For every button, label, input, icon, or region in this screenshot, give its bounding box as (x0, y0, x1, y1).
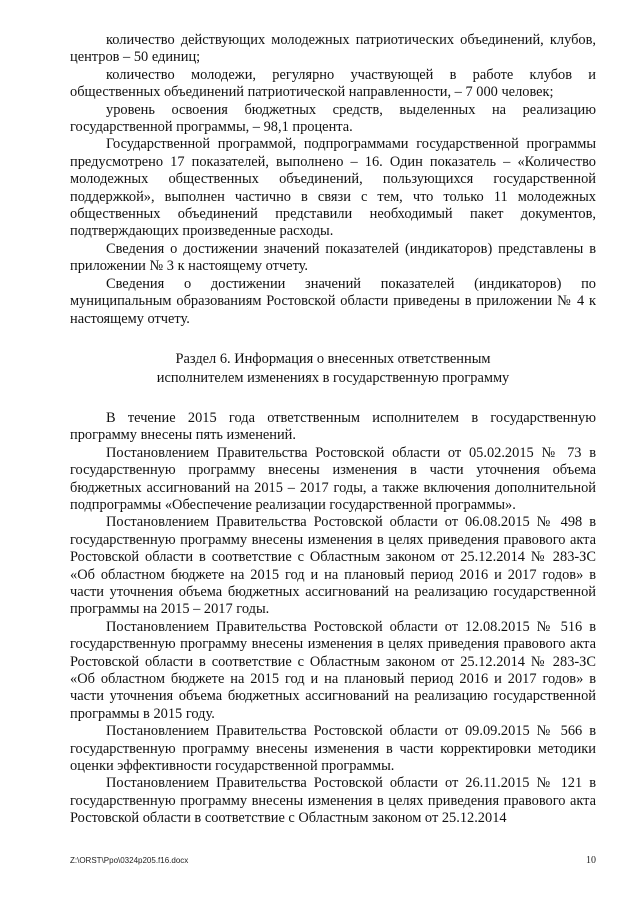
body-top (70, 32, 596, 328)
paragraph: Постановлением Правительства Ростовской области от 26.11.2015 № 121 в государственную программу внесены изменения в целях приведения правового акта Ростовской области в соответствие с Областным законом от 25.12.2014 (70, 775, 596, 827)
section-heading (70, 350, 596, 388)
paragraph: уровень освоения бюджетных средств, выделенных на реализацию государственной программы, – 98,1 процента. (70, 101, 596, 136)
paragraph: Сведения о достижении значений показателей (индикаторов) представлены в приложении № 3 к настоящему отчету. (70, 240, 596, 275)
paragraph: В течение 2015 года ответственным исполнителем в государственную программу внесены пять изменений. (70, 409, 596, 444)
document-page (70, 32, 596, 828)
paragraph: Сведения о достижении значений показателей (индикаторов) по муниципальным образованиям Ростовской области приведены в приложении № 4 к настоящему отчету. (70, 275, 596, 327)
footer-file-path: Z:\ORST\Ppo\0324p205.f16.docx (70, 856, 189, 865)
paragraph: Постановлением Правительства Ростовской области от 06.08.2015 № 498 в государственную программу внесены изменения в целях приведения правового акта Ростовской области в соответствие с Областным законом от 25.12.2014 № 283-ЗС «Об областном бюджете на 2015 год и на плановый период 2016 и 2017 годов» в части уточнения объема бюджетных ассигнований на реализацию государственной программы на 2015 – 2017 годы. (70, 514, 596, 618)
paragraph: количество молодежи, регулярно участвующей в работе клубов и общественных объединений патриотической направленности, – 7 000 человек; (70, 66, 596, 101)
page-number: 10 (586, 855, 596, 866)
body-bottom (70, 410, 596, 828)
section-heading-line-2: исполнителем изменениях в государственную программу (156, 369, 510, 386)
paragraph: Государственной программой, подпрограммами государственной программы предусмотрено 17 показателей, выполнено – 16. Один показатель – «Количество молодежных общественных объединений, пользующихся государственной поддержкой», выполнен частично в связи с тем, что только 11 молодежных общественных объединений представили необходимый пакет документов, подтверждающих произведенные расходы. (70, 136, 596, 240)
paragraph: количество действующих молодежных патриотических объединений, клубов, центров – 50 единиц; (70, 32, 596, 66)
paragraph: Постановлением Правительства Ростовской области от 05.02.2015 № 73 в государственную программу внесены изменения в части уточнения объема бюджетных ассигнований на 2015 – 2017 годы, а также включения дополнительной подпрограммы «Обеспечение реализации государственной программы». (70, 444, 596, 513)
paragraph: Постановлением Правительства Ростовской области от 12.08.2015 № 516 в государственную программу внесены изменения в целях приведения правового акта Ростовской области в соответствие с Областным законом от 25.12.2014 № 283-ЗС «Об областном бюджете на 2015 год и на плановый период 2016 и 2017 годов» в части уточнения объема бюджетных ассигнований на реализацию государственной программы в 2015 году. (70, 618, 596, 722)
paragraph: Постановлением Правительства Ростовской области от 09.09.2015 № 566 в государственную программу внесены изменения в части корректировки методики оценки эффективности государственной программы. (70, 723, 596, 775)
section-heading-line-1: Раздел 6. Информация о внесенных ответственным (175, 350, 491, 367)
